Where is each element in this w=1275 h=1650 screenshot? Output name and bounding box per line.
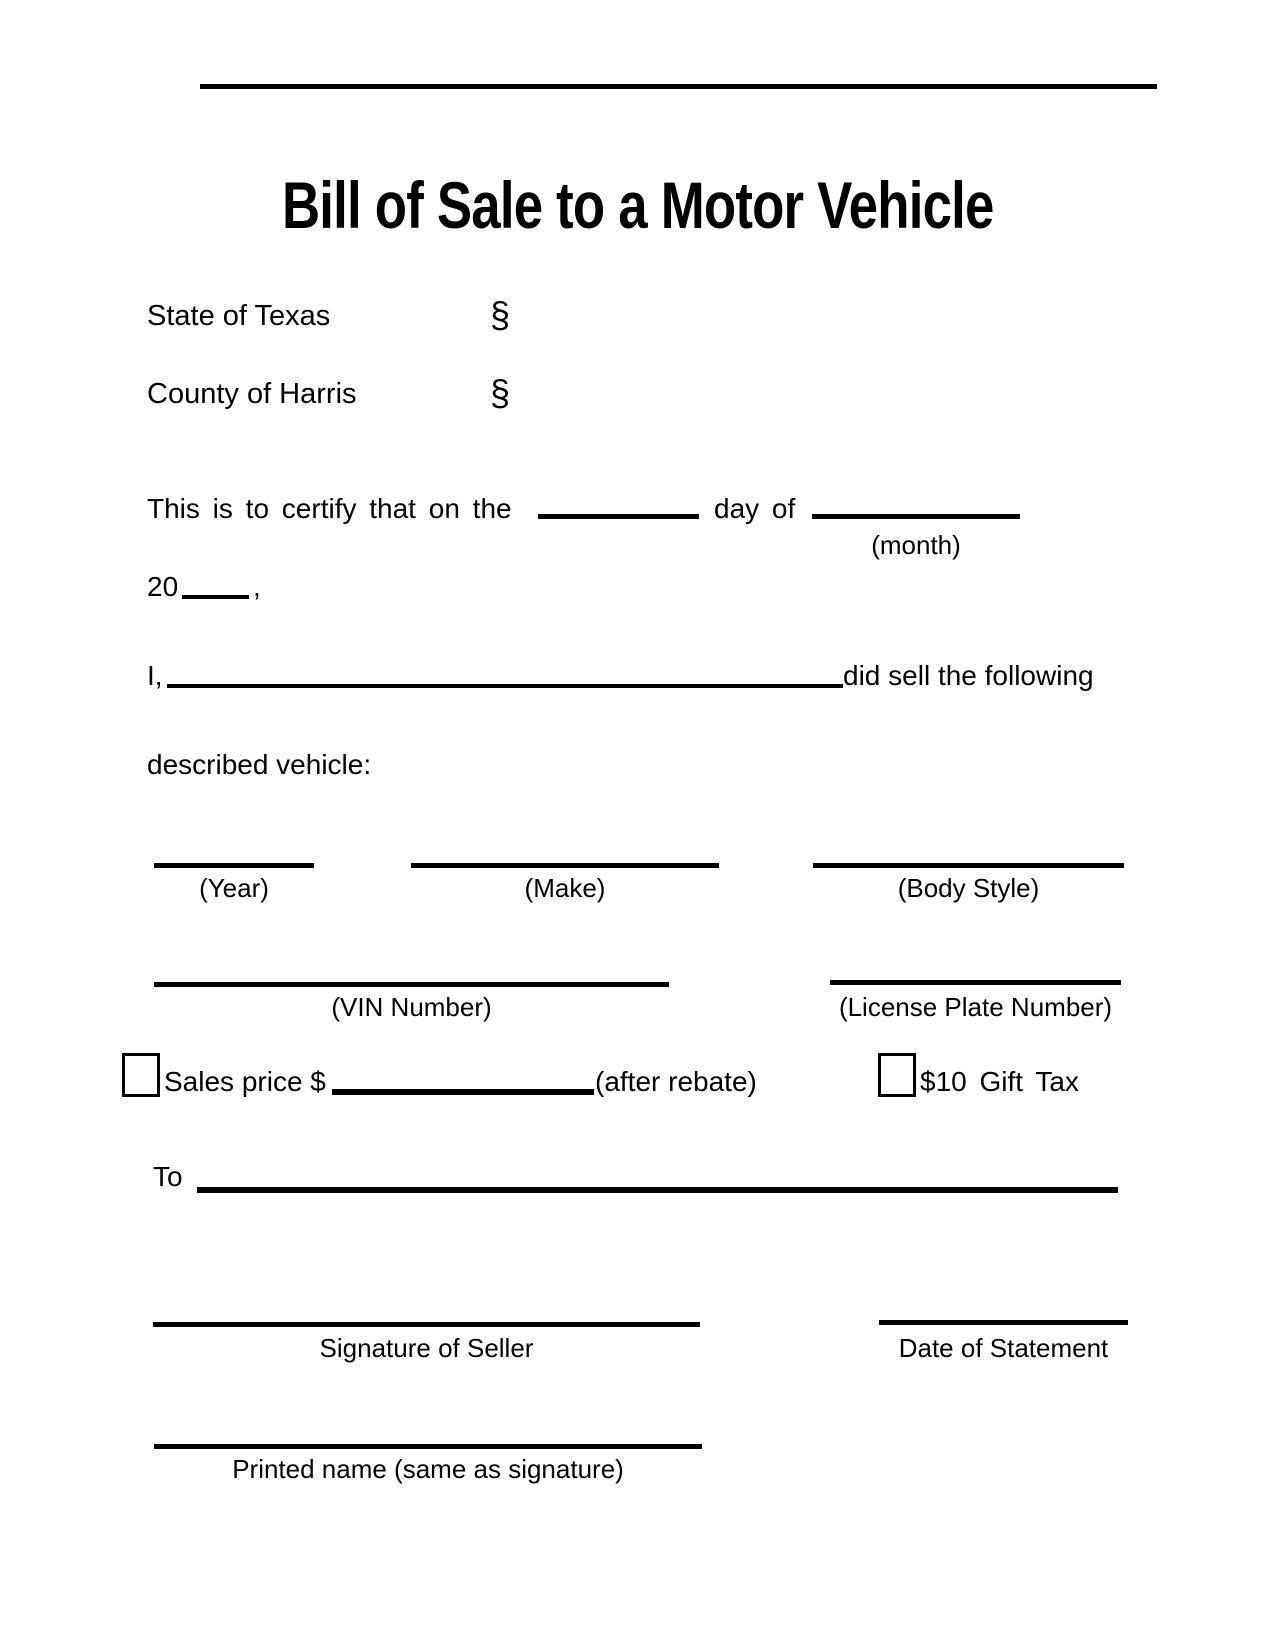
vin-caption: (VIN Number) bbox=[331, 992, 492, 1022]
date-of-statement-caption: Date of Statement bbox=[898, 1333, 1109, 1363]
described-vehicle-text: described vehicle: bbox=[147, 749, 372, 780]
vehicle-year-caption: (Year) bbox=[199, 873, 269, 903]
printed-name-blank[interactable] bbox=[154, 1444, 702, 1449]
state-label: State of Texas bbox=[147, 300, 331, 332]
day-of-text: day of bbox=[714, 493, 796, 524]
gift-tax-label: $10 Gift Tax bbox=[920, 1066, 1079, 1097]
vehicle-make-blank[interactable] bbox=[411, 863, 719, 868]
certify-text: This is to certify that on the bbox=[147, 493, 512, 524]
license-plate-blank[interactable] bbox=[830, 980, 1121, 985]
month-blank[interactable] bbox=[812, 514, 1020, 519]
seller-signature-blank[interactable] bbox=[153, 1322, 700, 1327]
to-label: To bbox=[153, 1161, 183, 1192]
vehicle-body-style-caption: (Body Style) bbox=[897, 873, 1040, 903]
sales-price-label: Sales price $ bbox=[164, 1066, 326, 1097]
buyer-blank[interactable] bbox=[197, 1187, 1118, 1193]
year-blank[interactable] bbox=[182, 595, 249, 599]
printed-name-caption: Printed name (same as signature) bbox=[232, 1454, 624, 1484]
after-rebate-label: (after rebate) bbox=[595, 1066, 757, 1097]
vin-blank[interactable] bbox=[154, 982, 669, 987]
vehicle-make-caption: (Make) bbox=[524, 873, 606, 903]
top-rule bbox=[200, 84, 1157, 89]
seller-prefix: I, bbox=[147, 660, 163, 691]
document-title-text: Bill of Sale to a Motor Vehicle bbox=[281, 168, 994, 242]
vehicle-year-blank[interactable] bbox=[154, 863, 314, 868]
county-label: County of Harris bbox=[147, 378, 357, 410]
year-comma: , bbox=[253, 571, 261, 602]
gift-tax-checkbox[interactable] bbox=[878, 1053, 916, 1097]
vehicle-body-style-blank[interactable] bbox=[813, 863, 1124, 868]
did-sell-text: did sell the following bbox=[843, 660, 1094, 691]
year-prefix: 20 bbox=[147, 571, 179, 602]
sales-price-checkbox[interactable] bbox=[122, 1053, 160, 1097]
date-of-statement-blank[interactable] bbox=[879, 1320, 1128, 1325]
seller-name-blank[interactable] bbox=[167, 684, 843, 688]
sales-price-blank[interactable] bbox=[332, 1089, 594, 1095]
document-title bbox=[0, 168, 1275, 242]
county-section-symbol: § bbox=[490, 372, 511, 413]
license-plate-caption: (License Plate Number) bbox=[838, 992, 1113, 1022]
day-blank[interactable] bbox=[538, 514, 699, 519]
seller-signature-caption: Signature of Seller bbox=[319, 1333, 534, 1363]
month-caption: (month) bbox=[871, 530, 961, 560]
state-section-symbol: § bbox=[490, 294, 511, 335]
